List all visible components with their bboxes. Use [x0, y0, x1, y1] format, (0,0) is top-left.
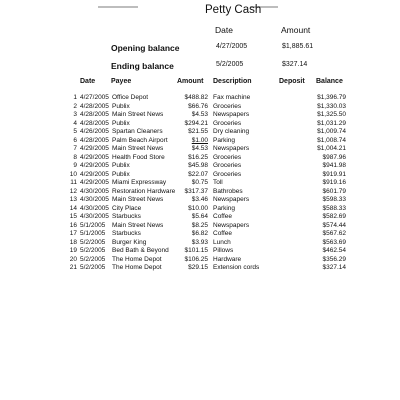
row-description: Newspapers [213, 145, 250, 152]
table-row [0, 120, 400, 129]
column-header-amount: Amount [177, 78, 204, 85]
table-row [0, 145, 400, 154]
row-number: 11 [70, 179, 77, 186]
row-number: 18 [69, 238, 77, 246]
table-row [0, 264, 400, 273]
row-amount: $5.64 [191, 213, 208, 220]
row-description: Newspapers [213, 196, 250, 203]
row-balance: $588.33 [322, 204, 346, 212]
row-date: 4/29/2005 [80, 153, 109, 161]
column-header-description: Description [213, 78, 252, 85]
row-payee: Main Street News [112, 145, 164, 152]
row-payee: Starbucks [112, 230, 141, 237]
row-amount: $3.46 [191, 196, 208, 203]
row-payee: City Place [112, 204, 142, 212]
table-row [0, 239, 400, 248]
row-amount: $16.25 [188, 153, 208, 161]
row-amount: $3.93 [191, 238, 208, 246]
row-payee: Burger King [112, 238, 147, 246]
row-number: 2 [73, 102, 77, 110]
row-number: 4 [73, 119, 77, 127]
row-amount: $45.98 [188, 162, 208, 169]
row-balance: $582.69 [322, 213, 346, 220]
row-number: 16 [69, 221, 77, 229]
row-amount: $4.53 [191, 111, 208, 118]
row-date: 4/28/2005 [80, 119, 109, 127]
row-date: 4/30/2005 [80, 213, 109, 220]
row-amount: $21.55 [188, 128, 208, 135]
column-header-date: Date [80, 78, 96, 85]
table-row [0, 230, 400, 239]
table-row [0, 103, 400, 112]
row-number: 14 [69, 204, 77, 212]
summary-amount-header: Amount [281, 25, 311, 35]
row-description: Toll [213, 179, 223, 186]
row-description: Newspapers [213, 111, 250, 118]
row-description: Groceries [213, 102, 242, 110]
row-balance: $356.29 [322, 255, 346, 263]
row-description: Parking [213, 136, 236, 144]
row-description: Parking [213, 204, 236, 212]
row-description: Hardware [213, 255, 242, 263]
row-date: 5/2/2005 [80, 247, 106, 254]
row-balance: $574.44 [322, 221, 346, 229]
row-amount: $1.00 [191, 136, 208, 144]
row-payee: Bed Bath & Beyond [112, 247, 169, 254]
row-description: Extension cords [213, 264, 260, 271]
row-payee: Publix [112, 170, 130, 178]
opening-balance-label: Opening balance [111, 43, 180, 53]
ending-balance-date: 5/2/2005 [216, 61, 244, 68]
row-description: Dry cleaning [213, 128, 250, 135]
row-number: 20 [69, 255, 77, 263]
page-title: Petty Cash [205, 4, 262, 16]
row-balance: $987.96 [322, 153, 346, 161]
table-row [0, 196, 400, 205]
row-number: 3 [73, 111, 77, 118]
row-description: Fax machine [213, 94, 251, 101]
row-number: 15 [69, 213, 77, 220]
row-amount: $10.00 [188, 204, 208, 212]
row-date: 4/28/2005 [80, 136, 109, 144]
table-row [0, 171, 400, 180]
row-date: 5/2/2005 [80, 238, 106, 246]
row-number: 17 [69, 230, 77, 237]
table-row [0, 188, 400, 197]
row-balance: $462.54 [322, 247, 346, 254]
column-header-balance: Balance [316, 78, 343, 85]
row-balance: $1,330.03 [317, 102, 346, 110]
row-date: 4/29/2005 [80, 162, 109, 169]
row-description: Groceries [213, 170, 242, 178]
row-description: Bathrobes [213, 187, 243, 195]
row-payee: Restoration Hardware [112, 187, 176, 195]
row-balance: $1,325.50 [317, 111, 346, 118]
row-number: 21 [69, 264, 77, 271]
row-amount: $106.25 [184, 255, 208, 263]
row-payee: Office Depot [112, 94, 149, 101]
row-payee: Starbucks [112, 213, 141, 220]
row-balance: $1,008.74 [317, 136, 346, 144]
row-balance: $1,009.74 [317, 128, 346, 135]
row-number: 5 [73, 128, 77, 135]
opening-balance-amount: $1,885.61 [282, 43, 314, 50]
row-date: 4/30/2005 [80, 204, 109, 212]
row-balance: $919.91 [322, 170, 346, 178]
row-number: 1 [73, 94, 77, 101]
row-payee: Miami Expressway [112, 179, 167, 186]
row-balance: $941.98 [322, 162, 346, 169]
row-balance: $1,396.79 [317, 94, 346, 101]
row-amount: $22.07 [188, 170, 208, 178]
row-balance: $601.79 [322, 187, 346, 195]
row-amount: $101.15 [184, 247, 208, 254]
row-amount: $488.82 [184, 94, 208, 101]
opening-balance-date: 4/27/2005 [216, 43, 248, 50]
row-amount: $29.15 [188, 264, 208, 271]
row-date: 4/29/2005 [80, 145, 109, 152]
row-amount: $317.37 [184, 187, 208, 195]
row-amount: $0.75 [191, 179, 208, 186]
column-header-deposit: Deposit [279, 78, 305, 85]
row-payee: Main Street News [112, 196, 164, 203]
row-description: Lunch [213, 238, 231, 246]
row-balance: $1,031.29 [317, 119, 346, 127]
column-header-payee: Payee [111, 78, 132, 85]
row-amount: $66.76 [188, 102, 208, 110]
row-payee: Palm Beach Airport [112, 136, 168, 144]
row-date: 5/2/2005 [80, 264, 106, 271]
table-row [0, 179, 400, 188]
row-number: 12 [69, 187, 77, 195]
row-payee: The Home Depot [112, 255, 162, 263]
row-number: 7 [73, 145, 77, 152]
row-date: 5/2/2005 [80, 255, 106, 263]
table-row [0, 137, 400, 146]
row-number: 19 [69, 247, 77, 254]
table-row [0, 128, 400, 137]
table-row [0, 213, 400, 222]
row-payee: Spartan Cleaners [112, 128, 163, 135]
row-balance: $598.33 [322, 196, 346, 203]
row-payee: Publix [112, 162, 130, 169]
row-number: 8 [73, 153, 77, 161]
row-description: Coffee [213, 230, 233, 237]
table-row [0, 162, 400, 171]
row-description: Newspapers [213, 221, 250, 229]
row-payee: Publix [112, 119, 130, 127]
row-number: 13 [69, 196, 77, 203]
row-amount: $4.53 [191, 145, 208, 152]
row-balance: $1,004.21 [317, 145, 346, 152]
row-number: 6 [73, 136, 77, 144]
row-date: 4/27/2005 [80, 94, 109, 101]
ending-balance-amount: $327.14 [282, 61, 308, 68]
scan-mark [98, 6, 138, 8]
table-row [0, 205, 400, 214]
row-amount: $6.82 [191, 230, 208, 237]
row-payee: Main Street News [112, 111, 164, 118]
row-description: Pillows [213, 247, 234, 254]
row-date: 5/1/2005 [80, 221, 106, 229]
row-balance: $919.16 [322, 179, 346, 186]
table-row [0, 111, 400, 120]
row-description: Groceries [213, 153, 242, 161]
row-amount: $294.21 [184, 119, 208, 127]
row-balance: $567.62 [322, 230, 346, 237]
row-payee: Main Street News [112, 221, 164, 229]
row-payee: The Home Depot [112, 264, 162, 271]
row-date: 4/29/2005 [80, 170, 109, 178]
summary-date-header: Date [215, 25, 233, 35]
row-description: Groceries [213, 119, 242, 127]
table-row [0, 256, 400, 265]
ending-balance-label: Ending balance [111, 61, 174, 71]
ledger-table [0, 94, 400, 273]
row-date: 4/28/2005 [80, 102, 109, 110]
table-row [0, 154, 400, 163]
row-date: 4/30/2005 [80, 196, 109, 203]
row-payee: Health Food Store [112, 153, 165, 161]
row-balance: $563.69 [322, 238, 346, 246]
row-date: 4/29/2005 [80, 179, 109, 186]
row-number: 10 [69, 170, 77, 178]
row-number: 9 [73, 162, 77, 169]
row-date: 4/28/2005 [80, 111, 109, 118]
row-date: 4/26/2005 [80, 128, 109, 135]
table-row [0, 247, 400, 256]
table-row [0, 94, 400, 103]
row-date: 5/1/2005 [80, 230, 106, 237]
row-amount: $8.25 [191, 221, 208, 229]
row-payee: Publix [112, 102, 130, 110]
row-description: Groceries [213, 162, 242, 169]
row-date: 4/30/2005 [80, 187, 109, 195]
row-balance: $327.14 [322, 264, 346, 271]
table-row [0, 222, 400, 231]
row-description: Coffee [213, 213, 233, 220]
